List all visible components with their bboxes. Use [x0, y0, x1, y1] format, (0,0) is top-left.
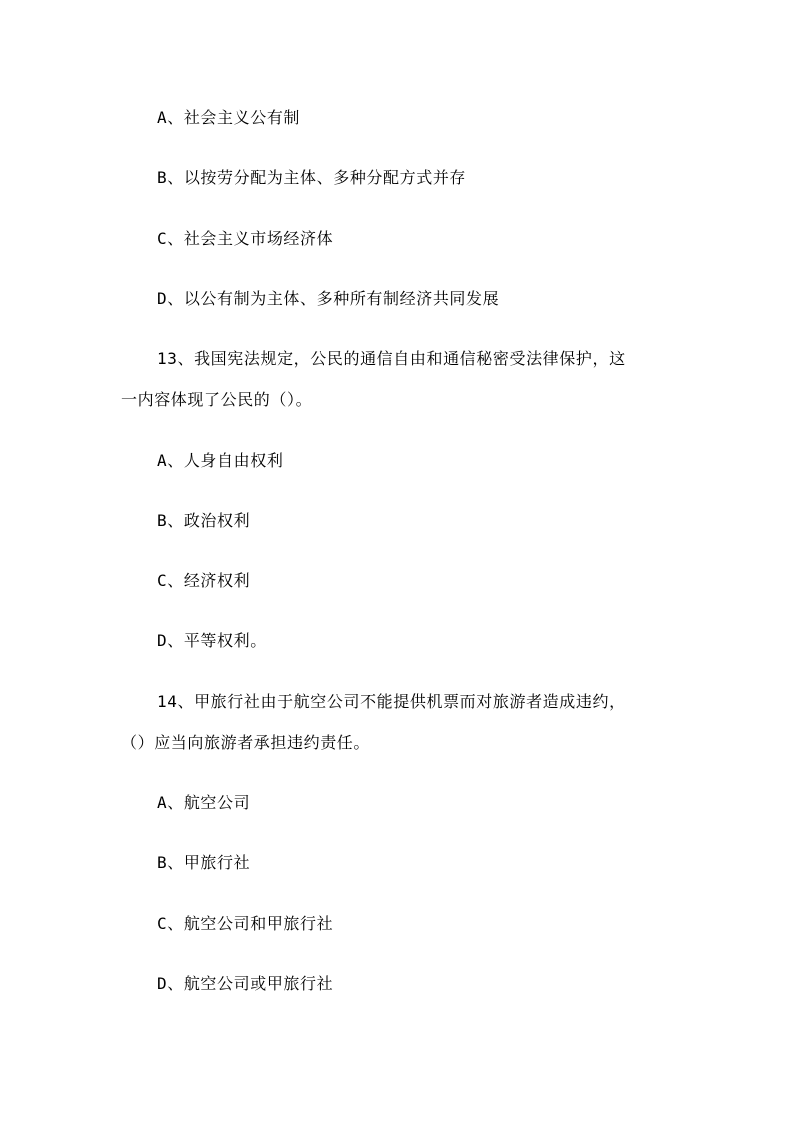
option-a: A、社会主义公有制	[157, 108, 301, 127]
option-c: C、社会主义市场经济体	[157, 229, 334, 248]
q14-option-d: D、航空公司或甲旅行社	[157, 974, 334, 993]
q14-option-c: C、航空公司和甲旅行社	[157, 914, 334, 933]
question-14-line-2: （）应当向旅游者承担违约责任。	[121, 733, 371, 752]
q14-option-a: A、航空公司	[157, 793, 251, 812]
q13-option-b: B、政治权利	[157, 511, 251, 530]
option-d: D、以公有制为主体、多种所有制经济共同发展	[157, 289, 500, 308]
q14-option-b: B、甲旅行社	[157, 853, 251, 872]
question-14-line-1: 14、甲旅行社由于航空公司不能提供机票而对旅游者造成违约，	[157, 692, 626, 711]
question-13-line-1: 13、我国宪法规定，公民的通信自由和通信秘密受法律保护，这	[157, 349, 626, 368]
option-b: B、以按劳分配为主体、多种分配方式并存	[157, 168, 467, 187]
q13-option-d: D、平等权利。	[157, 631, 267, 650]
q13-option-c: C、经济权利	[157, 571, 251, 590]
question-13-line-2: 一内容体现了公民的（）。	[121, 390, 313, 409]
q13-option-a: A、人身自由权利	[157, 451, 284, 470]
